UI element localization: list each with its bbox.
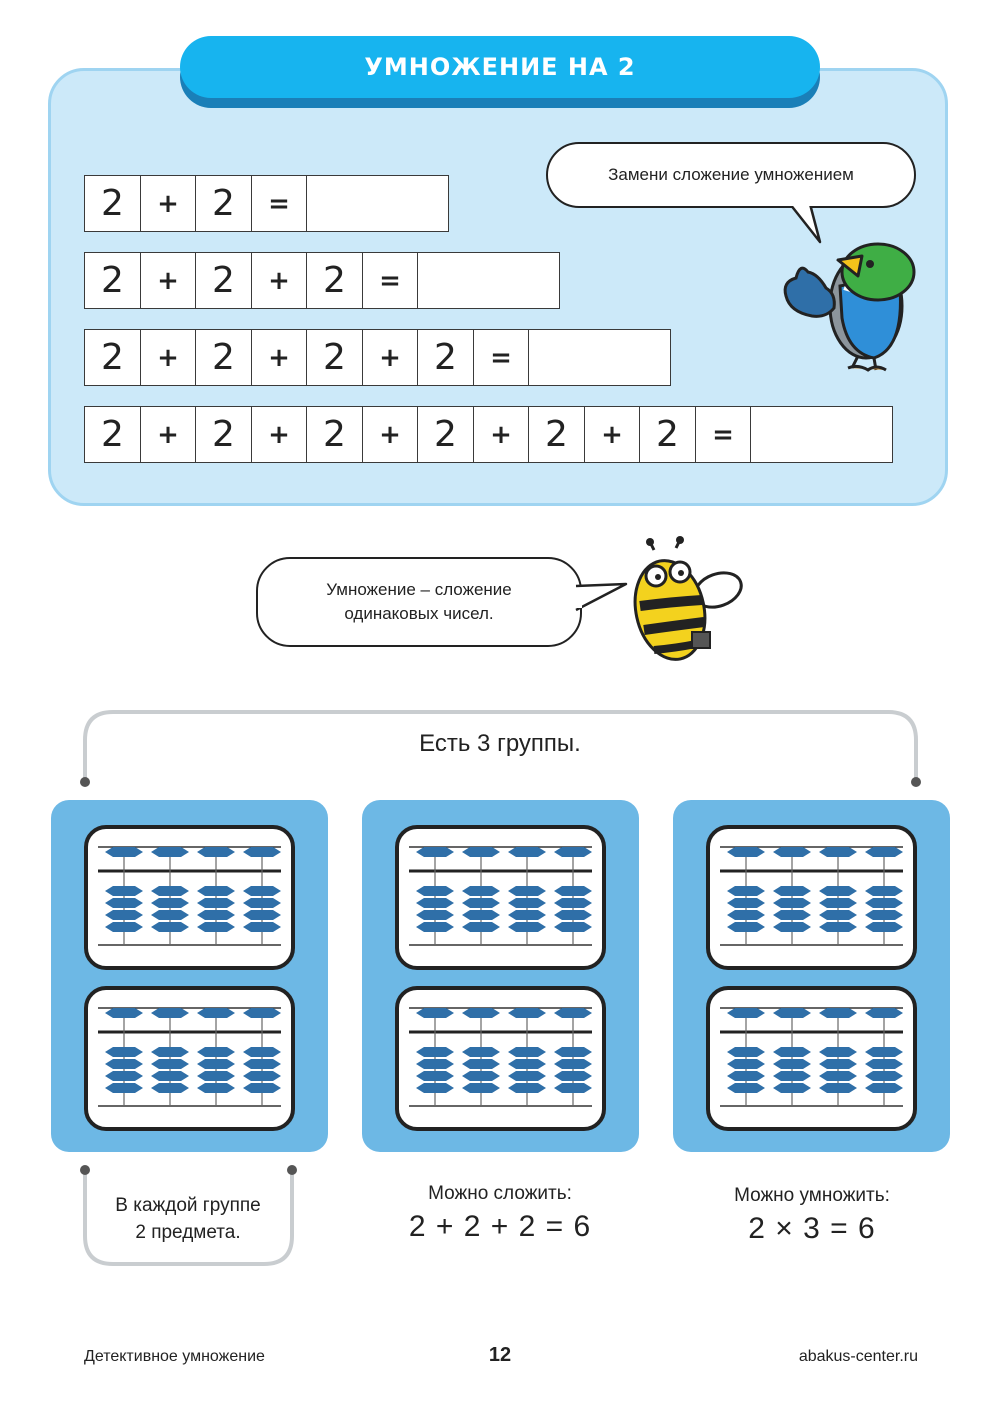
abacus-bead (819, 847, 857, 857)
abacus-bead (462, 1008, 500, 1018)
group-note (90, 1192, 286, 1246)
abacus-bead (243, 886, 281, 896)
abacus-bead (462, 922, 500, 932)
abacus-bead (243, 1059, 281, 1069)
abacus-bead (554, 847, 592, 857)
abacus-bead (462, 847, 500, 857)
plus-sign: + (251, 252, 308, 309)
equals-sign: = (251, 175, 308, 232)
plus-sign: + (362, 329, 419, 386)
abacus-bead (773, 1008, 811, 1018)
abacus-bead (462, 910, 500, 920)
abacus-bead (151, 910, 189, 920)
abacus-bead (865, 1071, 903, 1081)
abacus-bead (416, 1071, 454, 1081)
abacus-bead (105, 847, 143, 857)
plus-sign: + (362, 406, 419, 463)
abacus-bead (554, 886, 592, 896)
abacus-bead (508, 886, 546, 896)
abacus-bead (773, 1083, 811, 1093)
abacus-bead (773, 898, 811, 908)
number-cell: 2 (417, 406, 474, 463)
equals-sign: = (695, 406, 752, 463)
abacus-bead (773, 1071, 811, 1081)
number-cell: 2 (528, 406, 585, 463)
groups-caption: Есть 3 группы. (419, 730, 581, 757)
abacus-bead (727, 1047, 765, 1057)
plus-sign: + (140, 252, 197, 309)
abacus-bead (197, 1047, 235, 1057)
abacus-bead (554, 922, 592, 932)
abacus-bead (865, 847, 903, 857)
abacus-bead (416, 910, 454, 920)
abacus-bead (554, 1008, 592, 1018)
abacus-bead (865, 1083, 903, 1093)
multiplication-expression: 2 × 3 = 6 (748, 1212, 876, 1245)
abacus-bead (462, 1071, 500, 1081)
abacus-bead (819, 1083, 857, 1093)
abacus (84, 986, 295, 1131)
footer-site: abakus-center.ru (798, 1348, 918, 1365)
number-cell: 2 (195, 252, 252, 309)
group-note-line1: В каждой группе (115, 1195, 261, 1216)
abacus-bead (462, 1047, 500, 1057)
abacus-bead (416, 1083, 454, 1093)
group-note-line2: 2 предмета. (135, 1222, 241, 1243)
abacus-bead (819, 922, 857, 932)
page-title: УМНОЖЕНИЕ НА 2 (180, 36, 820, 98)
abacus-bead (819, 910, 857, 920)
abacus-bead (416, 1059, 454, 1069)
addition-expression: 2 + 2 + 2 = 6 (408, 1210, 592, 1243)
number-cell: 2 (306, 406, 363, 463)
abacus-bead (462, 1083, 500, 1093)
abacus-bead (151, 1047, 189, 1057)
abacus-bead (416, 922, 454, 932)
abacus-bead (243, 910, 281, 920)
abacus-bead (727, 1059, 765, 1069)
abacus-bead (151, 847, 189, 857)
abacus-bead (151, 1008, 189, 1018)
abacus-bead (197, 1059, 235, 1069)
abacus-bead (508, 1047, 546, 1057)
number-cell: 2 (195, 175, 252, 232)
abacus-bead (151, 1071, 189, 1081)
abacus-bead (773, 886, 811, 896)
abacus-bead (197, 898, 235, 908)
footer-book-title: Детективное умножение (84, 1348, 265, 1365)
abacus-bead (151, 1083, 189, 1093)
abacus-bead (865, 886, 903, 896)
number-cell: 2 (417, 329, 474, 386)
plus-sign: + (140, 406, 197, 463)
abacus-bead (773, 1047, 811, 1057)
abacus-bead (416, 1008, 454, 1018)
plus-sign: + (140, 175, 197, 232)
abacus-bead (865, 898, 903, 908)
number-cell: 2 (195, 406, 252, 463)
abacus-bead (819, 1059, 857, 1069)
multiplication-note (672, 1182, 952, 1245)
abacus-bead (462, 1059, 500, 1069)
number-cell: 2 (195, 329, 252, 386)
abacus-bead (508, 1071, 546, 1081)
bee-text-line1: Умножение – сложение (326, 580, 512, 599)
abacus-bead (865, 1008, 903, 1018)
abacus-bead (508, 1059, 546, 1069)
abacus-bead (243, 847, 281, 857)
abacus-bead (727, 1083, 765, 1093)
abacus-bead (197, 1071, 235, 1081)
abacus-bead (197, 847, 235, 857)
abacus-bead (105, 1008, 143, 1018)
abacus-bead (554, 1071, 592, 1081)
bee-text-line2: одинаковых чисел. (344, 604, 494, 623)
abacus-bead (508, 898, 546, 908)
plus-sign: + (140, 329, 197, 386)
abacus-bead (508, 910, 546, 920)
abacus-bead (554, 1047, 592, 1057)
abacus-bead (727, 910, 765, 920)
instruction-text: Замени сложение умножением (608, 165, 854, 184)
abacus-bead (462, 886, 500, 896)
abacus-bead (727, 1071, 765, 1081)
plus-sign: + (251, 329, 308, 386)
number-cell: 2 (84, 252, 141, 309)
abacus-bead (197, 1083, 235, 1093)
plus-sign: + (251, 406, 308, 463)
group-box (673, 800, 950, 1152)
abacus-bead (105, 922, 143, 932)
abacus-bead (243, 1008, 281, 1018)
group-box (51, 800, 328, 1152)
abacus-bead (508, 922, 546, 932)
abacus-bead (416, 898, 454, 908)
abacus-bead (865, 922, 903, 932)
abacus-bead (243, 1083, 281, 1093)
abacus-bead (554, 898, 592, 908)
abacus-bead (197, 1008, 235, 1018)
abacus-bead (819, 898, 857, 908)
addition-note (360, 1180, 640, 1243)
multiplication-label: Можно умножить: (734, 1185, 890, 1206)
abacus-bead (105, 886, 143, 896)
abacus-bead (151, 886, 189, 896)
abacus-bead (105, 1059, 143, 1069)
abacus-bead (197, 910, 235, 920)
abacus (395, 825, 606, 970)
abacus-bead (151, 922, 189, 932)
equals-sign: = (473, 329, 530, 386)
abacus-bead (243, 1047, 281, 1057)
group-box (362, 800, 639, 1152)
abacus-bead (819, 1047, 857, 1057)
abacus-bead (727, 898, 765, 908)
abacus-bead (508, 847, 546, 857)
abacus-bead (151, 1059, 189, 1069)
abacus-bead (105, 898, 143, 908)
number-cell: 2 (639, 406, 696, 463)
number-cell: 2 (84, 175, 141, 232)
number-cell: 2 (306, 329, 363, 386)
plus-sign: + (473, 406, 530, 463)
abacus-bead (105, 910, 143, 920)
abacus-bead (105, 1071, 143, 1081)
abacus-bead (243, 898, 281, 908)
plus-sign: + (584, 406, 641, 463)
abacus-bead (197, 922, 235, 932)
abacus-bead (727, 847, 765, 857)
abacus-bead (243, 922, 281, 932)
number-cell: 2 (306, 252, 363, 309)
abacus-bead (105, 1047, 143, 1057)
abacus-bead (819, 886, 857, 896)
abacus-bead (508, 1083, 546, 1093)
abacus-bead (508, 1008, 546, 1018)
abacus-bead (865, 1047, 903, 1057)
abacus (706, 825, 917, 970)
abacus (706, 986, 917, 1131)
abacus-bead (727, 922, 765, 932)
abacus-bead (727, 886, 765, 896)
abacus-bead (416, 1047, 454, 1057)
number-cell: 2 (84, 406, 141, 463)
abacus-bead (105, 1083, 143, 1093)
abacus-bead (416, 847, 454, 857)
abacus-bead (416, 886, 454, 896)
abacus-bead (243, 1071, 281, 1081)
abacus-bead (462, 898, 500, 908)
abacus-bead (865, 1059, 903, 1069)
abacus-bead (773, 847, 811, 857)
equals-sign: = (362, 252, 419, 309)
abacus-bead (554, 1083, 592, 1093)
page-number: 12 (488, 1344, 512, 1366)
abacus-bead (773, 910, 811, 920)
abacus-bead (773, 1059, 811, 1069)
abacus-bead (727, 1008, 765, 1018)
addition-label: Можно сложить: (428, 1183, 572, 1204)
abacus-bead (554, 910, 592, 920)
abacus-bead (819, 1008, 857, 1018)
abacus-bead (554, 1059, 592, 1069)
abacus-bead (151, 898, 189, 908)
abacus (84, 825, 295, 970)
abacus-bead (865, 910, 903, 920)
number-cell: 2 (84, 329, 141, 386)
abacus-bead (773, 922, 811, 932)
abacus (395, 986, 606, 1131)
abacus-bead (819, 1071, 857, 1081)
abacus-bead (197, 886, 235, 896)
